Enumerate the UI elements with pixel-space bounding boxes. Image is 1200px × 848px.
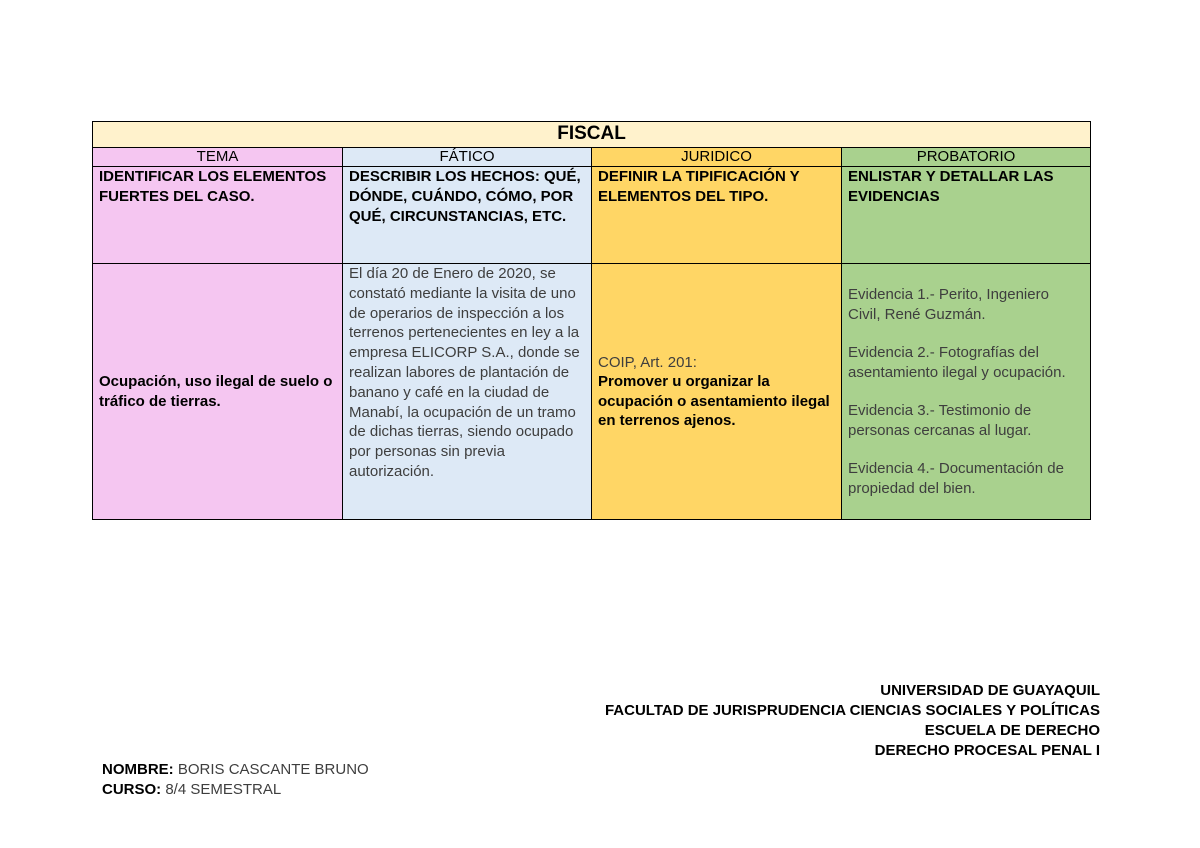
fatico-content: El día 20 de Enero de 2020, se constató mediante la visita de uno de operarios de inspección a los terrenos pertenecientes en ley a la empresa ELICORP S.A., donde se realizan labores de plantación de banano y café en la ciudad de Manabí, la ocupación de un tramo de dichas tierras, siendo ocupado por personas sin previa autorización. [343, 264, 592, 520]
juridico-text: Promover u organizar la ocupación o asentamiento ilegal en terrenos ajenos. [598, 373, 830, 429]
university-name: UNIVERSIDAD DE GUAYAQUIL [880, 682, 1100, 699]
student-name: BORIS CASCANTE BRUNO [177, 761, 369, 778]
header-tema: TEMA [93, 148, 343, 167]
juridico-content [592, 264, 842, 520]
institution-block [605, 681, 1100, 761]
subject-name: DERECHO PROCESAL PENAL I [874, 742, 1100, 759]
desc-probatorio: ENLISTAR Y DETALLAR LAS EVIDENCIAS [842, 167, 1091, 264]
faculty-name: FACULTAD DE JURISPRUDENCIA CIENCIAS SOCIALES Y POLÍTICAS [604, 702, 1100, 719]
evidence-item: Evidencia 1.- Perito, Ingeniero Civil, René Guzmán. [848, 286, 1049, 323]
desc-fatico: DESCRIBIR LOS HECHOS: QUÉ, DÓNDE, CUÁNDO, CÓMO, POR QUÉ, CIRCUNSTANCIAS, ETC. [343, 167, 592, 264]
desc-tema: IDENTIFICAR LOS ELEMENTOS FUERTES DEL CASO. [93, 167, 343, 264]
fiscal-table [92, 121, 1091, 520]
header-fatico: FÁTICO [343, 148, 592, 167]
name-label: NOMBRE: [102, 761, 174, 778]
header-juridico: JURIDICO [592, 148, 842, 167]
desc-juridico: DEFINIR LA TIPIFICACIÓN Y ELEMENTOS DEL TIPO. [592, 167, 842, 264]
course-label: CURSO: [102, 781, 162, 798]
evidence-item: Evidencia 2.- Fotografías del asentamiento ilegal y ocupación. [848, 344, 1066, 381]
school-name: ESCUELA DE DERECHO [924, 722, 1100, 739]
tema-content: Ocupación, uso ilegal de suelo o tráfico de tierras. [93, 264, 343, 520]
student-block [102, 760, 369, 800]
table-title: FISCAL [93, 122, 1091, 148]
evidence-item: Evidencia 4.- Documentación de propiedad del bien. [848, 460, 1064, 497]
probatorio-content [842, 264, 1091, 520]
evidence-item: Evidencia 3.- Testimonio de personas cercanas al lugar. [848, 402, 1032, 439]
header-probatorio: PROBATORIO [842, 148, 1091, 167]
juridico-article: COIP, Art. 201: [598, 353, 697, 371]
student-course-line [102, 780, 369, 800]
student-name-line [102, 760, 369, 780]
student-course: 8/4 SEMESTRAL [165, 781, 282, 798]
